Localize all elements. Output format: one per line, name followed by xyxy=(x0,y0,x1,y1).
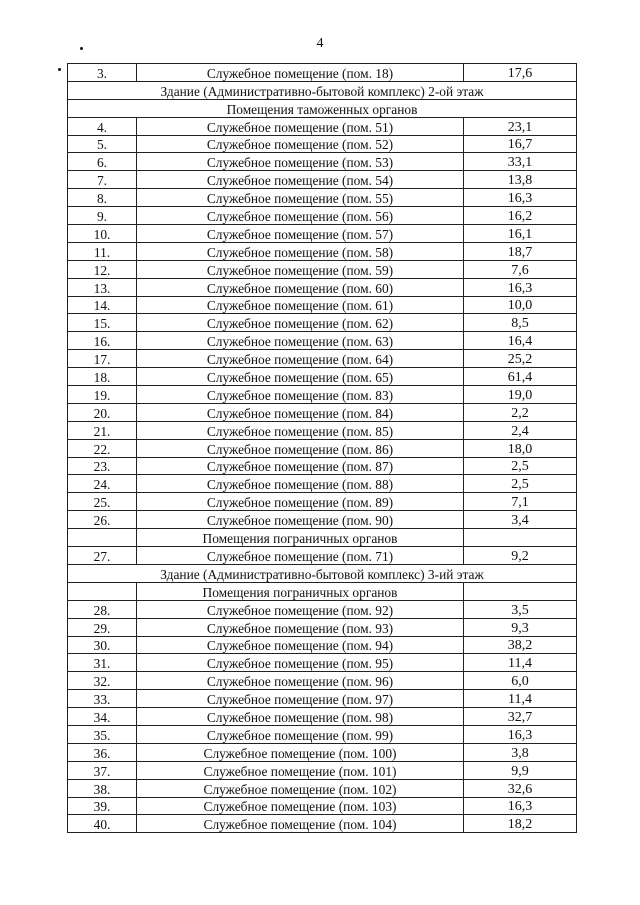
table-row xyxy=(68,153,577,171)
room-area: 18,7 xyxy=(464,242,577,260)
page-number: 4 xyxy=(316,36,324,51)
room-area: 61,4 xyxy=(464,368,577,386)
table-row xyxy=(68,457,577,475)
room-name: Служебное помещение (пом. 63) xyxy=(137,332,464,350)
row-number: 18. xyxy=(68,368,137,386)
room-area: 7,1 xyxy=(464,493,577,511)
room-area: 2,5 xyxy=(464,475,577,493)
room-name: Служебное помещение (пом. 103) xyxy=(137,797,464,815)
room-name: Служебное помещение (пом. 99) xyxy=(137,725,464,743)
table-row xyxy=(68,207,577,225)
room-area: 25,2 xyxy=(464,350,577,368)
table-row xyxy=(68,547,577,565)
row-number: 27. xyxy=(68,547,137,565)
table-row xyxy=(68,296,577,314)
row-number: 36. xyxy=(68,743,137,761)
row-number: 32. xyxy=(68,672,137,690)
table-row xyxy=(68,260,577,278)
room-name: Служебное помещение (пом. 87) xyxy=(137,457,464,475)
row-number: 37. xyxy=(68,761,137,779)
table-row xyxy=(68,708,577,726)
scan-dot xyxy=(58,68,61,71)
row-number: 4. xyxy=(68,117,137,135)
room-name: Служебное помещение (пом. 86) xyxy=(137,439,464,457)
table-row xyxy=(68,350,577,368)
room-area: 9,9 xyxy=(464,761,577,779)
row-number: 11. xyxy=(68,242,137,260)
room-area: 17,6 xyxy=(464,64,577,82)
empty-cell xyxy=(68,529,137,547)
room-area: 19,0 xyxy=(464,386,577,404)
row-number: 10. xyxy=(68,225,137,243)
table-row xyxy=(68,511,577,529)
row-number: 24. xyxy=(68,475,137,493)
room-name: Служебное помещение (пом. 88) xyxy=(137,475,464,493)
row-number: 14. xyxy=(68,296,137,314)
table-row xyxy=(68,64,577,82)
row-number: 26. xyxy=(68,511,137,529)
table-row xyxy=(68,761,577,779)
room-name: Служебное помещение (пом. 83) xyxy=(137,386,464,404)
section-header: Здание (Административно-бытовой комплекс) 2-ой этаж xyxy=(68,81,577,99)
table-row xyxy=(68,189,577,207)
room-name: Служебное помещение (пом. 51) xyxy=(137,117,464,135)
table-row xyxy=(68,403,577,421)
row-number: 39. xyxy=(68,797,137,815)
room-area: 8,5 xyxy=(464,314,577,332)
room-name: Служебное помещение (пом. 57) xyxy=(137,225,464,243)
room-name: Служебное помещение (пом. 56) xyxy=(137,207,464,225)
subsection-header: Помещения пограничных органов xyxy=(137,529,464,547)
premises-table xyxy=(67,63,577,833)
table-row xyxy=(68,421,577,439)
table-row xyxy=(68,225,577,243)
row-number: 15. xyxy=(68,314,137,332)
section-header: Помещения таможенных органов xyxy=(68,99,577,117)
section-header: Здание (Административно-бытовой комплекс) 3-ий этаж xyxy=(68,564,577,582)
room-area: 2,4 xyxy=(464,421,577,439)
row-number: 33. xyxy=(68,690,137,708)
room-name: Служебное помещение (пом. 90) xyxy=(137,511,464,529)
table-row xyxy=(68,600,577,618)
room-name: Служебное помещение (пом. 100) xyxy=(137,743,464,761)
table-row xyxy=(68,278,577,296)
table-row xyxy=(68,135,577,153)
room-area: 38,2 xyxy=(464,636,577,654)
room-area: 10,0 xyxy=(464,296,577,314)
row-number: 28. xyxy=(68,600,137,618)
row-number: 29. xyxy=(68,618,137,636)
table-row xyxy=(68,725,577,743)
row-number: 38. xyxy=(68,779,137,797)
room-name: Служебное помещение (пом. 96) xyxy=(137,672,464,690)
room-name: Служебное помещение (пом. 92) xyxy=(137,600,464,618)
table-row xyxy=(68,797,577,815)
table-row xyxy=(68,743,577,761)
row-number: 35. xyxy=(68,725,137,743)
room-area: 13,8 xyxy=(464,171,577,189)
room-area: 23,1 xyxy=(464,117,577,135)
row-number: 7. xyxy=(68,171,137,189)
row-number: 9. xyxy=(68,207,137,225)
table-row xyxy=(68,493,577,511)
table-row xyxy=(68,672,577,690)
row-number: 21. xyxy=(68,421,137,439)
room-name: Служебное помещение (пом. 55) xyxy=(137,189,464,207)
room-name: Служебное помещение (пом. 97) xyxy=(137,690,464,708)
row-number: 16. xyxy=(68,332,137,350)
table-row xyxy=(68,439,577,457)
table-row xyxy=(68,654,577,672)
room-name: Служебное помещение (пом. 101) xyxy=(137,761,464,779)
empty-cell xyxy=(464,529,577,547)
room-name: Служебное помещение (пом. 84) xyxy=(137,403,464,421)
row-number: 8. xyxy=(68,189,137,207)
subsection-header: Помещения пограничных органов xyxy=(137,582,464,600)
row-number: 3. xyxy=(68,64,137,82)
room-name: Служебное помещение (пом. 64) xyxy=(137,350,464,368)
row-number: 19. xyxy=(68,386,137,404)
room-area: 2,5 xyxy=(464,457,577,475)
room-name: Служебное помещение (пом. 59) xyxy=(137,260,464,278)
row-number: 6. xyxy=(68,153,137,171)
row-number: 12. xyxy=(68,260,137,278)
table-row xyxy=(68,242,577,260)
room-name: Служебное помещение (пом. 104) xyxy=(137,815,464,833)
room-area: 18,0 xyxy=(464,439,577,457)
row-number: 31. xyxy=(68,654,137,672)
row-number: 34. xyxy=(68,708,137,726)
row-number: 30. xyxy=(68,636,137,654)
room-name: Служебное помещение (пом. 65) xyxy=(137,368,464,386)
room-area: 16,3 xyxy=(464,725,577,743)
row-number: 13. xyxy=(68,278,137,296)
room-name: Служебное помещение (пом. 102) xyxy=(137,779,464,797)
room-name: Служебное помещение (пом. 89) xyxy=(137,493,464,511)
subsection-header-row xyxy=(68,529,577,547)
room-area: 16,1 xyxy=(464,225,577,243)
room-name: Служебное помещение (пом. 58) xyxy=(137,242,464,260)
room-area: 16,2 xyxy=(464,207,577,225)
room-name: Служебное помещение (пом. 85) xyxy=(137,421,464,439)
table-row xyxy=(68,332,577,350)
room-area: 9,3 xyxy=(464,618,577,636)
room-area: 11,4 xyxy=(464,690,577,708)
empty-cell xyxy=(464,582,577,600)
subsection-header-row xyxy=(68,582,577,600)
room-name: Служебное помещение (пом. 61) xyxy=(137,296,464,314)
section-header-row xyxy=(68,564,577,582)
row-number: 5. xyxy=(68,135,137,153)
table-row xyxy=(68,636,577,654)
row-number: 22. xyxy=(68,439,137,457)
row-number: 23. xyxy=(68,457,137,475)
section-header-row xyxy=(68,99,577,117)
room-area: 16,3 xyxy=(464,278,577,296)
room-area: 3,5 xyxy=(464,600,577,618)
room-area: 11,4 xyxy=(464,654,577,672)
room-name: Служебное помещение (пом. 98) xyxy=(137,708,464,726)
table-row xyxy=(68,815,577,833)
room-area: 3,8 xyxy=(464,743,577,761)
room-name: Служебное помещение (пом. 60) xyxy=(137,278,464,296)
table-row xyxy=(68,368,577,386)
room-area: 3,4 xyxy=(464,511,577,529)
row-number: 40. xyxy=(68,815,137,833)
room-area: 18,2 xyxy=(464,815,577,833)
room-name: Служебное помещение (пом. 52) xyxy=(137,135,464,153)
room-name: Служебное помещение (пом. 54) xyxy=(137,171,464,189)
room-area: 32,6 xyxy=(464,779,577,797)
scan-dot xyxy=(80,47,83,50)
room-name: Служебное помещение (пом. 93) xyxy=(137,618,464,636)
row-number: 17. xyxy=(68,350,137,368)
room-name: Служебное помещение (пом. 94) xyxy=(137,636,464,654)
premises-table-body xyxy=(68,64,577,833)
table-row xyxy=(68,171,577,189)
room-area: 9,2 xyxy=(464,547,577,565)
room-area: 33,1 xyxy=(464,153,577,171)
table-row xyxy=(68,386,577,404)
room-area: 32,7 xyxy=(464,708,577,726)
room-area: 16,4 xyxy=(464,332,577,350)
room-name: Служебное помещение (пом. 71) xyxy=(137,547,464,565)
room-area: 6,0 xyxy=(464,672,577,690)
room-name: Служебное помещение (пом. 62) xyxy=(137,314,464,332)
row-number: 25. xyxy=(68,493,137,511)
room-area: 2,2 xyxy=(464,403,577,421)
room-area: 16,3 xyxy=(464,189,577,207)
table-row xyxy=(68,618,577,636)
table-row xyxy=(68,117,577,135)
room-area: 7,6 xyxy=(464,260,577,278)
table-row xyxy=(68,475,577,493)
room-area: 16,7 xyxy=(464,135,577,153)
section-header-row xyxy=(68,81,577,99)
room-name: Служебное помещение (пом. 53) xyxy=(137,153,464,171)
empty-cell xyxy=(68,582,137,600)
table-row xyxy=(68,779,577,797)
room-name: Служебное помещение (пом. 18) xyxy=(137,64,464,82)
table-row xyxy=(68,314,577,332)
room-name: Служебное помещение (пом. 95) xyxy=(137,654,464,672)
row-number: 20. xyxy=(68,403,137,421)
room-area: 16,3 xyxy=(464,797,577,815)
table-row xyxy=(68,690,577,708)
